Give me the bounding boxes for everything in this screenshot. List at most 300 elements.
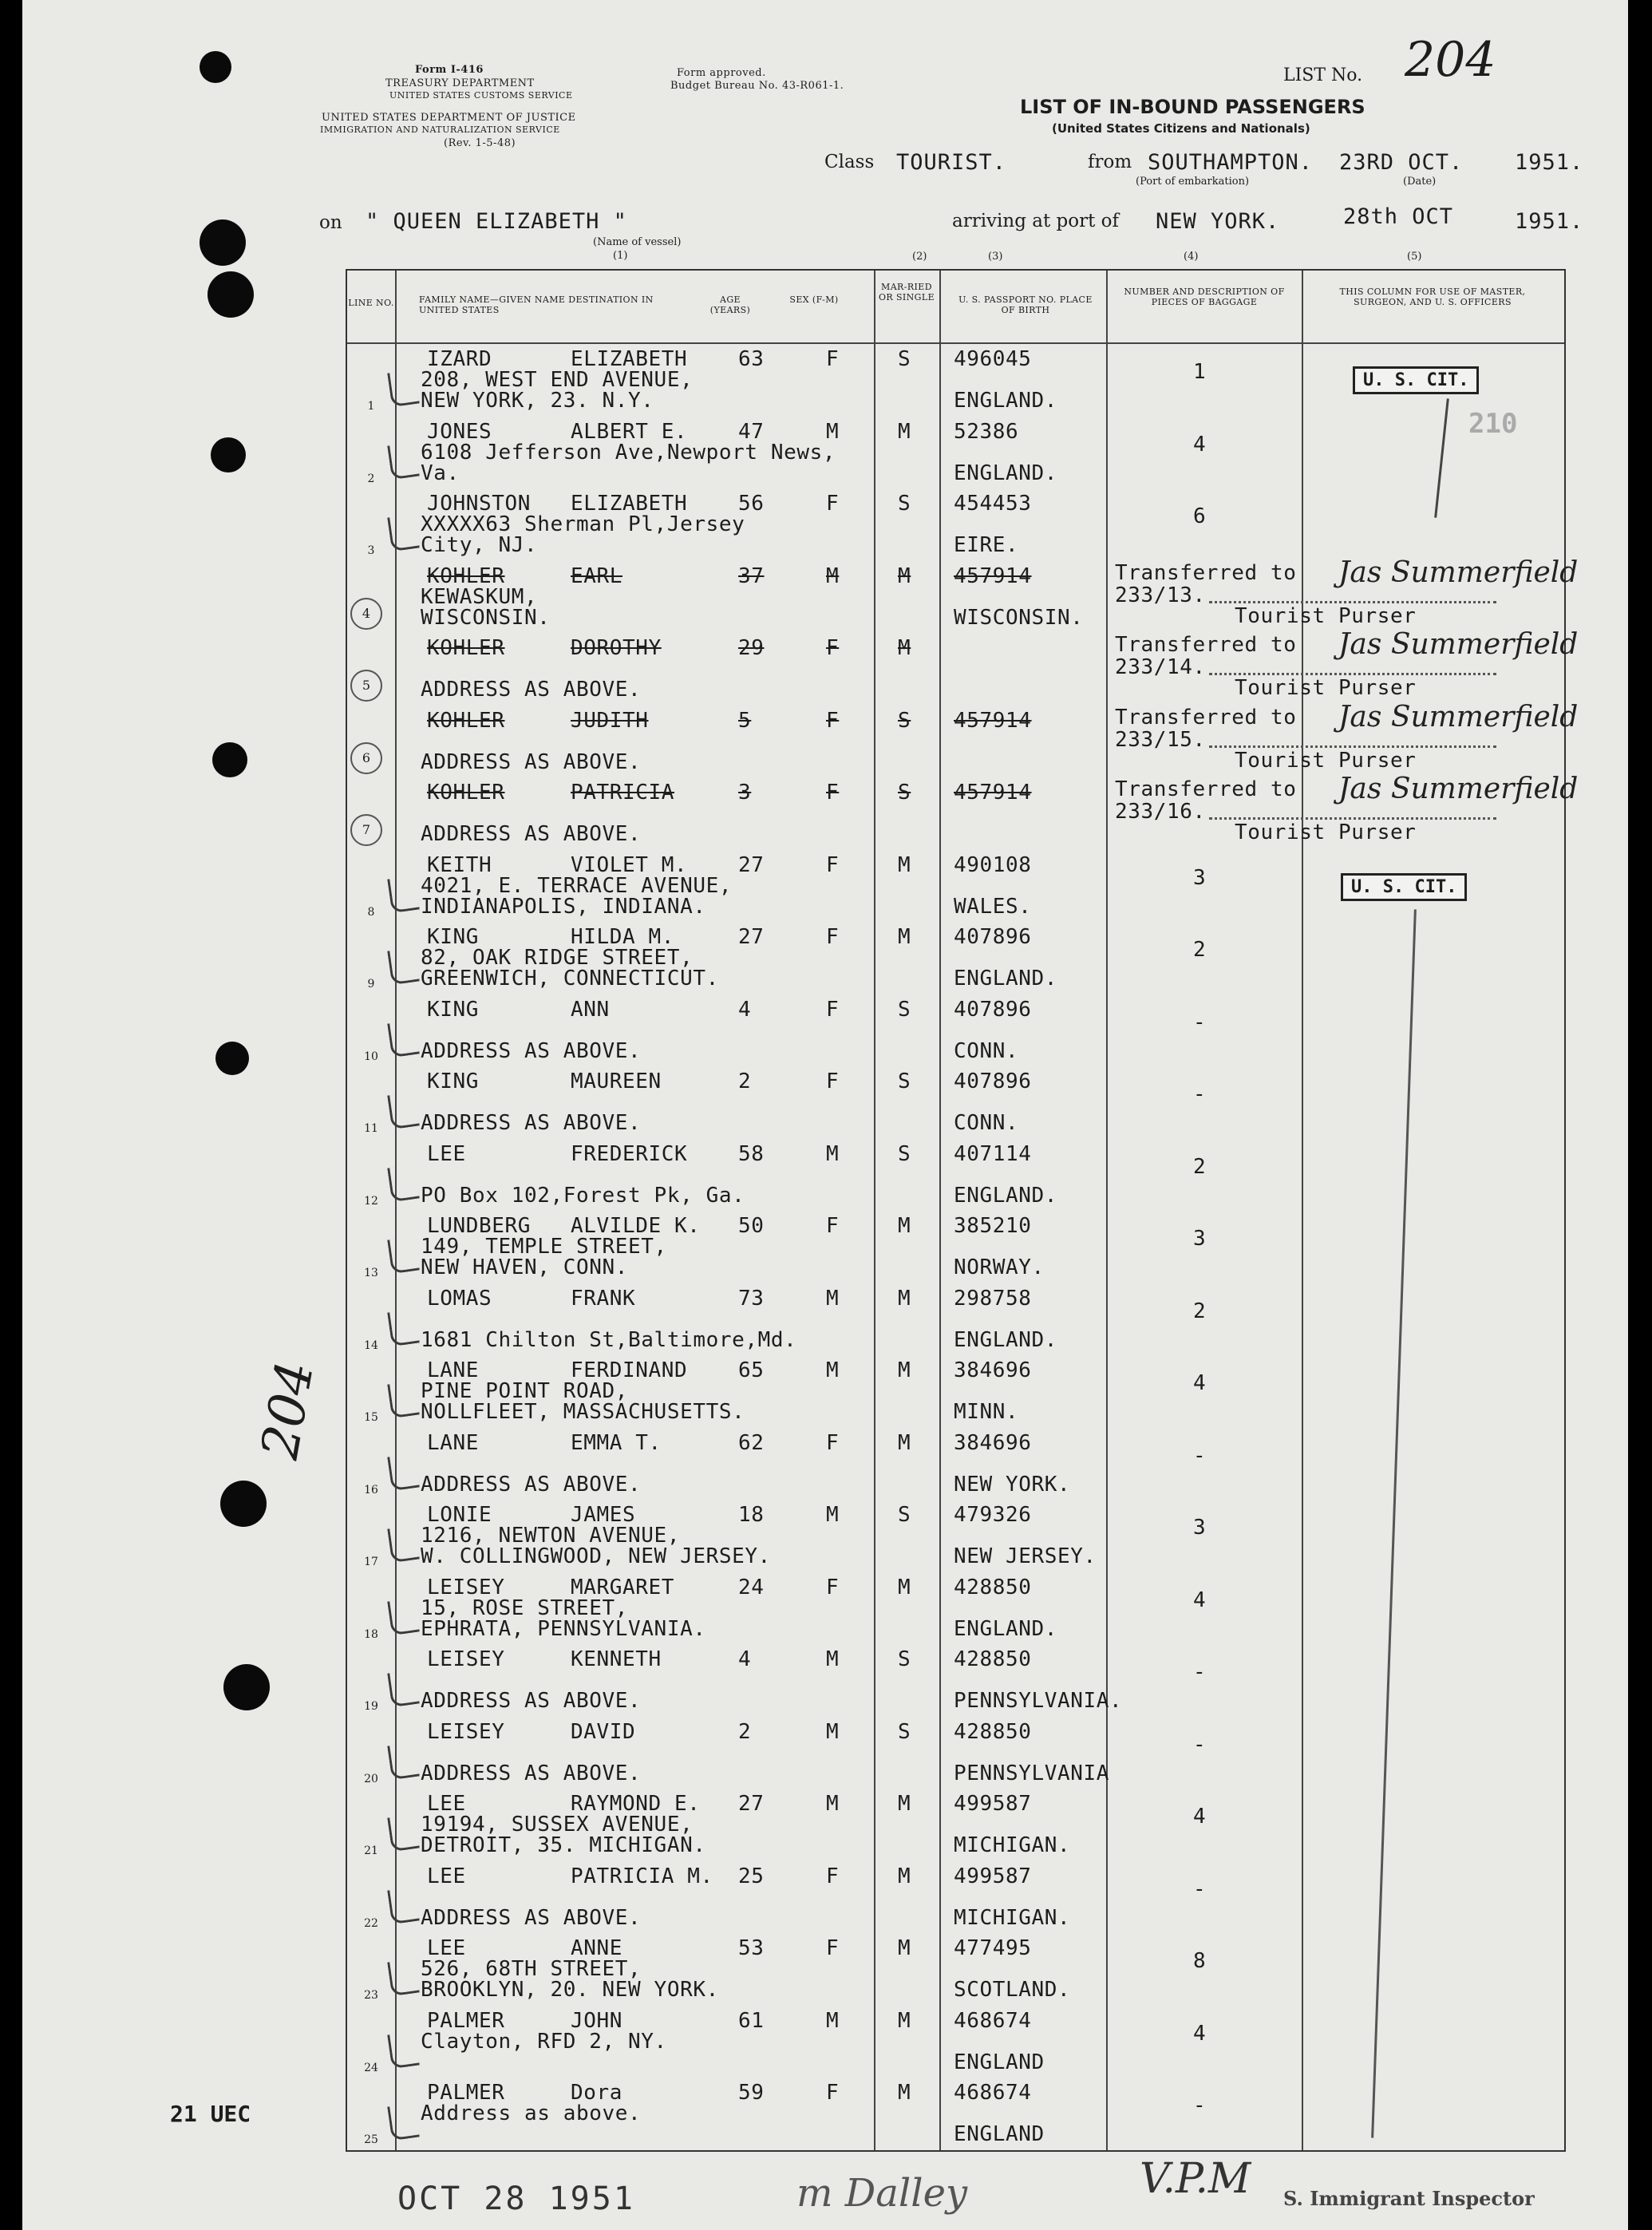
place-of-birth: EIRE.: [954, 533, 1019, 557]
passenger-age: 63: [738, 347, 765, 371]
passenger-family-name: LANE: [427, 1430, 480, 1455]
vessel-caption: (Name of vessel): [593, 236, 682, 248]
col-passport: U. S. PASSPORT NO. PLACE OF BIRTH: [958, 295, 1093, 315]
dept-justice: UNITED STATES DEPARTMENT OF JUSTICE: [322, 112, 576, 124]
place-of-birth: ENGLAND.: [954, 967, 1058, 990]
budget-bureau: Budget Bureau No. 43-R061-1.: [670, 80, 844, 92]
passenger-address-line1: 19194, SUSSEX AVENUE,: [421, 1813, 694, 1837]
passport-number: 454453: [954, 492, 1032, 516]
passenger-marital-status: M: [898, 1864, 911, 1888]
place-of-birth: PENNSYLVANIA.: [954, 1689, 1123, 1713]
passenger-address-line2: NOLLFLEET, MASSACHUSETTS.: [421, 1400, 745, 1424]
passenger-family-name: LANE: [427, 1358, 480, 1382]
passenger-sex: F: [826, 708, 840, 733]
passenger-family-name: KING: [427, 925, 480, 949]
passenger-given-name: JOHN: [571, 2008, 623, 2033]
col-sex: SEX (F-M): [789, 295, 839, 305]
baggage-count: 4: [1193, 1587, 1207, 1612]
passport-number: 407114: [954, 1141, 1032, 1166]
line-number: 1: [367, 400, 375, 413]
baggage-count: -: [1193, 1732, 1207, 1757]
passenger-address-line1: XXXXX63 Sherman Pl,Jersey: [421, 512, 745, 536]
line-number: 9: [367, 978, 375, 990]
colno-3: (3): [988, 251, 1003, 263]
passenger-family-name: KOHLER: [427, 708, 505, 733]
table-row: [347, 1500, 1564, 1572]
passenger-sex: F: [826, 997, 840, 1022]
dotted-rule: [1209, 673, 1496, 675]
baggage-count: 2: [1193, 1154, 1207, 1179]
purser-title: Tourist Purser: [1235, 676, 1417, 700]
passenger-address-line1: 149, TEMPLE STREET,: [421, 1235, 667, 1259]
colno-4: (4): [1184, 251, 1199, 263]
passenger-family-name: LEE: [427, 1936, 466, 1960]
baggage-count: 4: [1193, 432, 1207, 457]
checkmark-icon: [387, 441, 420, 479]
passenger-sex: F: [826, 1936, 840, 1960]
passenger-address-line2: GREENWICH, CONNECTICUT.: [421, 967, 719, 990]
passenger-given-name: RAYMOND E.: [571, 1792, 701, 1816]
passenger-address-line2: DETROIT, 35. MICHIGAN.: [421, 1833, 706, 1857]
checkmark-icon: [387, 1092, 420, 1129]
passenger-given-name: MAUREEN: [571, 1070, 662, 1093]
baggage-count: -: [1193, 1876, 1207, 1901]
passenger-given-name: EMMA T.: [571, 1430, 662, 1455]
baggage-count: 3: [1193, 865, 1207, 890]
checkmark-icon: [387, 2030, 420, 2068]
passenger-address-line1: PINE POINT ROAD,: [421, 1379, 629, 1403]
passenger-given-name: DAVID: [571, 1719, 636, 1744]
checkmark-icon: [387, 1525, 420, 1563]
passenger-address-line2: ADDRESS AS ABOVE.: [421, 678, 642, 702]
passenger-marital-status: M: [898, 2081, 911, 2105]
checkmark-icon: [387, 1308, 420, 1346]
colno-5: (5): [1407, 251, 1422, 263]
passport-number: 457914: [954, 708, 1032, 733]
passenger-address-line2: 1681 Chilton St,Baltimore,Md.: [421, 1327, 797, 1352]
checkmark-icon: [387, 1742, 420, 1779]
passport-number: 499587: [954, 1864, 1032, 1888]
passport-number: 428850: [954, 1647, 1032, 1671]
checkmark-icon: [387, 1597, 420, 1635]
passenger-sex: F: [826, 781, 840, 805]
dept-treasury: TREASURY DEPARTMENT: [385, 77, 535, 89]
checkmark-icon: [387, 2103, 420, 2141]
embark-date: 23RD OCT.: [1339, 150, 1464, 175]
passenger-marital-status: M: [898, 1430, 911, 1455]
dotted-rule: [1209, 817, 1496, 820]
passenger-given-name: ELIZABETH: [571, 492, 688, 516]
passenger-family-name: KEITH: [427, 852, 492, 877]
passenger-family-name: JONES: [427, 419, 492, 444]
passenger-given-name: ANN: [571, 997, 610, 1022]
passenger-family-name: KOHLER: [427, 781, 505, 805]
passenger-family-name: IZARD: [427, 347, 492, 371]
passenger-given-name: PATRICIA M.: [571, 1864, 713, 1888]
baggage-count: -: [1193, 1082, 1207, 1106]
table-row: [347, 1717, 1564, 1789]
line-number: 23: [364, 1989, 378, 2002]
place-of-birth: NORWAY.: [954, 1255, 1045, 1279]
passport-number: 479326: [954, 1503, 1032, 1527]
baggage-count: 1: [1193, 360, 1207, 384]
dotted-rule: [1209, 601, 1496, 603]
passenger-marital-status: M: [898, 1575, 911, 1599]
place-of-birth: ENGLAND.: [954, 1183, 1058, 1208]
purser-title: Tourist Purser: [1235, 603, 1417, 628]
line-number: 18: [364, 1627, 378, 1641]
table-row: [347, 1644, 1564, 1716]
checkmark-icon: [387, 370, 420, 407]
class-value: TOURIST.: [896, 150, 1007, 175]
col-age: AGE (YEARS): [709, 295, 751, 315]
passenger-address-line1: 15, ROSE STREET,: [421, 1595, 629, 1620]
passenger-age: 27: [738, 852, 765, 877]
line-number: 12: [364, 1194, 378, 1208]
baggage-count: -: [1193, 1443, 1207, 1468]
document-title: LIST OF IN-BOUND PASSENGERS: [1020, 96, 1365, 118]
table-row: [347, 1572, 1564, 1644]
passenger-family-name: JOHNSTON: [427, 492, 532, 516]
passenger-age: 18: [738, 1503, 765, 1527]
colno-2: (2): [912, 251, 927, 263]
passenger-marital-status: M: [898, 1286, 911, 1311]
passport-number: 490108: [954, 852, 1032, 877]
passenger-sex: F: [826, 1430, 840, 1455]
transfer-list-no: 233/13.: [1115, 583, 1206, 607]
line-number-circled: 4: [350, 598, 382, 630]
line-number: 2: [367, 472, 375, 485]
passport-number: 385210: [954, 1214, 1032, 1238]
line-number: 19: [364, 1700, 378, 1713]
punch-hole: [215, 1042, 249, 1075]
checkmark-icon: [387, 1670, 420, 1707]
passenger-sex: F: [826, 347, 840, 371]
place-of-birth: SCOTLAND.: [954, 1978, 1071, 2002]
table-row: [347, 700, 1579, 777]
checkmark-icon: [387, 1453, 420, 1490]
passenger-age: 27: [738, 925, 765, 949]
form-approved: Form approved.: [677, 67, 766, 79]
line-number: 15: [364, 1411, 378, 1424]
col-officers: THIS COLUMN FOR USE OF MASTER, SURGEON, AND U. S. OFFICERS: [1339, 287, 1526, 307]
table-row: [347, 488, 1564, 560]
passenger-age: 61: [738, 2008, 765, 2033]
passport-number: 384696: [954, 1358, 1032, 1382]
passenger-age: 29: [738, 636, 765, 660]
passenger-age: 2: [738, 1070, 752, 1093]
margin-list-number: 204: [251, 1357, 326, 1464]
baggage-count: -: [1193, 1660, 1207, 1684]
passenger-age: 5: [738, 708, 752, 733]
passenger-sex: M: [826, 1286, 840, 1311]
passenger-sex: F: [826, 925, 840, 949]
passenger-age: 2: [738, 1719, 752, 1744]
arrival-date: 28th OCT: [1343, 204, 1454, 229]
baggage-count: 3: [1193, 1516, 1207, 1540]
passenger-address-line1: 82, OAK RIDGE STREET,: [421, 946, 694, 970]
table-row: [347, 2078, 1564, 2149]
passenger-sex: F: [826, 1575, 840, 1599]
baggage-count: 6: [1193, 504, 1207, 528]
passenger-given-name: JAMES: [571, 1503, 636, 1527]
passenger-marital-status: S: [898, 1070, 911, 1093]
passenger-given-name: ALBERT E.: [571, 419, 688, 444]
passenger-address-line2: ADDRESS AS ABOVE.: [421, 1689, 642, 1713]
line-number: 21: [364, 1844, 378, 1857]
passenger-given-name: VIOLET M.: [571, 852, 688, 877]
baggage-count: -: [1193, 1010, 1207, 1034]
checkmark-icon: [387, 1236, 420, 1274]
passenger-sex: F: [826, 492, 840, 516]
passenger-address-line1: 6108 Jefferson Ave,Newport News,: [421, 440, 836, 465]
passport-number: 457914: [954, 563, 1032, 588]
place-of-birth: MINN.: [954, 1400, 1019, 1424]
baggage-count: 2: [1193, 1299, 1207, 1323]
transfer-note: Transferred to: [1115, 633, 1297, 657]
passenger-age: 62: [738, 1430, 765, 1455]
place-of-birth: WISCONSIN.: [954, 605, 1084, 630]
checkmark-icon: [387, 1019, 420, 1057]
passenger-sex: M: [826, 2008, 840, 2033]
passenger-family-name: PALMER: [427, 2008, 505, 2033]
list-no-label: LIST No.: [1283, 65, 1363, 85]
passport-number: 384696: [954, 1430, 1032, 1455]
arrival-port: NEW YORK.: [1156, 209, 1280, 234]
passenger-address-line2: NEW YORK, 23. N.Y.: [421, 389, 654, 413]
place-of-birth: CONN.: [954, 1111, 1019, 1135]
passenger-marital-status: S: [898, 1141, 911, 1166]
table-row: [347, 1139, 1564, 1211]
passenger-age: 24: [738, 1575, 765, 1599]
passport-number: 468674: [954, 2008, 1032, 2033]
passport-number: 407896: [954, 997, 1032, 1022]
port-embarkation: SOUTHAMPTON.: [1148, 150, 1314, 175]
passenger-family-name: PALMER: [427, 2081, 505, 2105]
place-of-birth: NEW YORK.: [954, 1472, 1071, 1497]
passenger-given-name: PATRICIA: [571, 781, 675, 805]
place-of-birth: WALES.: [954, 894, 1032, 919]
place-of-birth: ENGLAND: [954, 2050, 1045, 2074]
inspector-initials: V.P.M: [1140, 2155, 1251, 2203]
passenger-marital-status: S: [898, 347, 911, 371]
checkmark-icon: [387, 1814, 420, 1852]
us-cit-stamp-2: U. S. CIT.: [1341, 873, 1467, 901]
passenger-given-name: Dora: [571, 2081, 623, 2105]
passenger-given-name: FREDERICK: [571, 1141, 688, 1166]
passenger-age: 73: [738, 1286, 765, 1311]
passenger-family-name: KING: [427, 1070, 480, 1093]
passenger-address-line2: WISCONSIN.: [421, 605, 551, 630]
table-row: [347, 2006, 1564, 2078]
checkmark-icon: [387, 1381, 420, 1418]
passenger-sex: M: [826, 1719, 840, 1744]
place-of-birth: NEW JERSEY.: [954, 1544, 1097, 1568]
passenger-age: 37: [738, 563, 765, 588]
on-label: on: [319, 212, 342, 233]
passenger-family-name: LUNDBERG: [427, 1214, 532, 1238]
passenger-age: 50: [738, 1214, 765, 1238]
passenger-given-name: FERDINAND: [571, 1358, 688, 1382]
vessel-name: " QUEEN ELIZABETH ": [366, 209, 627, 234]
table-row: [347, 1933, 1564, 2005]
passenger-family-name: LEE: [427, 1792, 466, 1816]
purser-title: Tourist Purser: [1235, 820, 1417, 844]
col-name: FAMILY NAME—GIVEN NAME DESTINATION IN UNITED STATES: [419, 295, 654, 315]
purser-signature: Jas Summerfield: [1338, 773, 1579, 805]
col-married: MAR-RIED OR SINGLE: [878, 282, 935, 302]
passenger-address-line2: W. COLLINGWOOD, NEW JERSEY.: [421, 1544, 771, 1568]
passenger-given-name: HILDA M.: [571, 925, 675, 949]
bottom-left-mark: 21 UEC: [170, 2101, 251, 2127]
passport-number: 496045: [954, 347, 1032, 371]
passenger-family-name: LEE: [427, 1141, 466, 1166]
line-number-circled: 7: [350, 814, 382, 846]
passenger-marital-status: M: [898, 419, 911, 444]
passenger-given-name: MARGARET: [571, 1575, 675, 1599]
passenger-sex: F: [826, 1214, 840, 1238]
passenger-marital-status: M: [898, 925, 911, 949]
passenger-sex: F: [826, 852, 840, 877]
passenger-family-name: LOMAS: [427, 1286, 492, 1311]
passenger-address-line2: ADDRESS AS ABOVE.: [421, 1111, 642, 1135]
line-number: 16: [364, 1483, 378, 1497]
passport-number: 298758: [954, 1286, 1032, 1311]
passenger-family-name: KOHLER: [427, 636, 505, 660]
passport-number: 52386: [954, 419, 1019, 444]
passenger-sex: F: [826, 1070, 840, 1093]
document-subtitle: (United States Citizens and Nationals): [1052, 121, 1310, 136]
passenger-address-line2: ADDRESS AS ABOVE.: [421, 749, 642, 774]
baggage-count: -: [1193, 2094, 1207, 2117]
place-of-birth: ENGLAND: [954, 2122, 1045, 2146]
passenger-address-line2: ADDRESS AS ABOVE.: [421, 1761, 642, 1785]
line-number-circled: 5: [350, 670, 382, 702]
passport-number: 407896: [954, 1070, 1032, 1093]
col-baggage: NUMBER AND DESCRIPTION OF PIECES OF BAGGAGE: [1124, 287, 1285, 307]
place-of-birth: CONN.: [954, 1038, 1019, 1063]
port-embark-caption: (Port of embarkation): [1136, 176, 1250, 188]
arriving-label: arriving at port of: [952, 211, 1119, 231]
us-cit-stamp: U. S. CIT.: [1353, 366, 1479, 394]
from-label: from: [1088, 152, 1132, 172]
baggage-count: 4: [1193, 1371, 1207, 1395]
passenger-address-line1: 4021, E. TERRACE AVENUE,: [421, 873, 733, 898]
passenger-address-line1: KEWASKUM,: [421, 584, 538, 609]
line-number: 8: [367, 905, 375, 919]
passenger-family-name: KING: [427, 997, 480, 1022]
baggage-count: 3: [1193, 1227, 1207, 1251]
passenger-sex: M: [826, 1358, 840, 1382]
passport-number: 499587: [954, 1792, 1032, 1816]
table-row: [347, 994, 1564, 1066]
passenger-marital-status: S: [898, 1503, 911, 1527]
table-row: [347, 628, 1579, 705]
class-label: Class: [824, 152, 875, 172]
passenger-age: 53: [738, 1936, 765, 1960]
punch-hole: [200, 51, 231, 83]
passport-number: 457914: [954, 781, 1032, 805]
passenger-sex: F: [826, 636, 840, 660]
punch-hole: [207, 271, 254, 318]
passenger-address-line2: NEW HAVEN, CONN.: [421, 1255, 629, 1279]
passenger-given-name: JUDITH: [571, 708, 649, 733]
place-of-birth: ENGLAND.: [954, 1327, 1058, 1352]
place-of-birth: ENGLAND.: [954, 461, 1058, 485]
manifest-page: [22, 0, 1628, 2230]
line-number: 24: [364, 2061, 378, 2074]
checkmark-icon: [387, 875, 420, 912]
punch-hole: [211, 437, 246, 472]
passenger-given-name: ANNE: [571, 1936, 623, 1960]
passport-number: 428850: [954, 1575, 1032, 1599]
line-number: 22: [364, 1916, 378, 1930]
line-number: 11: [364, 1122, 378, 1135]
checkmark-icon: [387, 1164, 420, 1201]
passenger-address-line1: Address as above.: [421, 2101, 642, 2125]
passenger-family-name: LEISEY: [427, 1575, 505, 1599]
punch-hole: [212, 742, 247, 777]
passenger-marital-status: M: [898, 852, 911, 877]
dept-immigration: IMMIGRATION AND NATURALIZATION SERVICE: [320, 125, 560, 135]
passenger-address-line2: ADDRESS AS ABOVE.: [421, 1905, 642, 1930]
baggage-count: 2: [1193, 938, 1207, 962]
passenger-given-name: EARL: [571, 563, 623, 588]
transfer-list-no: 233/14.: [1115, 655, 1206, 679]
passenger-marital-status: M: [898, 636, 911, 660]
passenger-age: 65: [738, 1358, 765, 1382]
passenger-marital-status: S: [898, 781, 911, 805]
checkmark-icon: [387, 947, 420, 985]
punch-hole: [200, 219, 246, 266]
line-number: 20: [364, 1772, 378, 1785]
table-row: [347, 1283, 1564, 1355]
table-row: [347, 1211, 1564, 1283]
passenger-age: 47: [738, 419, 765, 444]
passenger-address-line2: EPHRATA, PENNSYLVANIA.: [421, 1616, 706, 1641]
passenger-address-line1: 208, WEST END AVENUE,: [421, 368, 694, 392]
transfer-note: Transferred to: [1115, 705, 1297, 729]
passenger-marital-status: S: [898, 1647, 911, 1671]
passenger-age: 27: [738, 1792, 765, 1816]
transfer-list-no: 233/15.: [1115, 727, 1206, 752]
purser-signature: Jas Summerfield: [1338, 700, 1579, 733]
transfer-list-no: 233/16.: [1115, 800, 1206, 824]
table-row: [347, 1066, 1564, 1138]
passenger-family-name: LONIE: [427, 1503, 492, 1527]
line-number: 3: [367, 544, 375, 557]
passenger-address-line1: 526, 68TH STREET,: [421, 1957, 642, 1981]
passenger-address-line2: ADDRESS AS ABOVE.: [421, 1038, 642, 1063]
passenger-sex: M: [826, 1141, 840, 1166]
line-number: 17: [364, 1556, 378, 1568]
passenger-given-name: FRANK: [571, 1286, 636, 1311]
passport-number: 468674: [954, 2081, 1032, 2105]
passenger-address-line2: Va.: [421, 461, 460, 485]
passenger-given-name: KENNETH: [571, 1647, 662, 1671]
passenger-age: 58: [738, 1141, 765, 1166]
passenger-family-name: LEISEY: [427, 1647, 505, 1671]
place-of-birth: ENGLAND.: [954, 1616, 1058, 1641]
checkmark-icon: [387, 1959, 420, 1996]
transfer-note: Transferred to: [1115, 777, 1297, 801]
table-row: [347, 1355, 1564, 1427]
passenger-age: 56: [738, 492, 765, 516]
passenger-age: 3: [738, 781, 752, 805]
line-number: 14: [364, 1338, 378, 1352]
place-of-birth: ENGLAND.: [954, 389, 1058, 413]
dept-customs: UNITED STATES CUSTOMS SERVICE: [389, 90, 573, 101]
